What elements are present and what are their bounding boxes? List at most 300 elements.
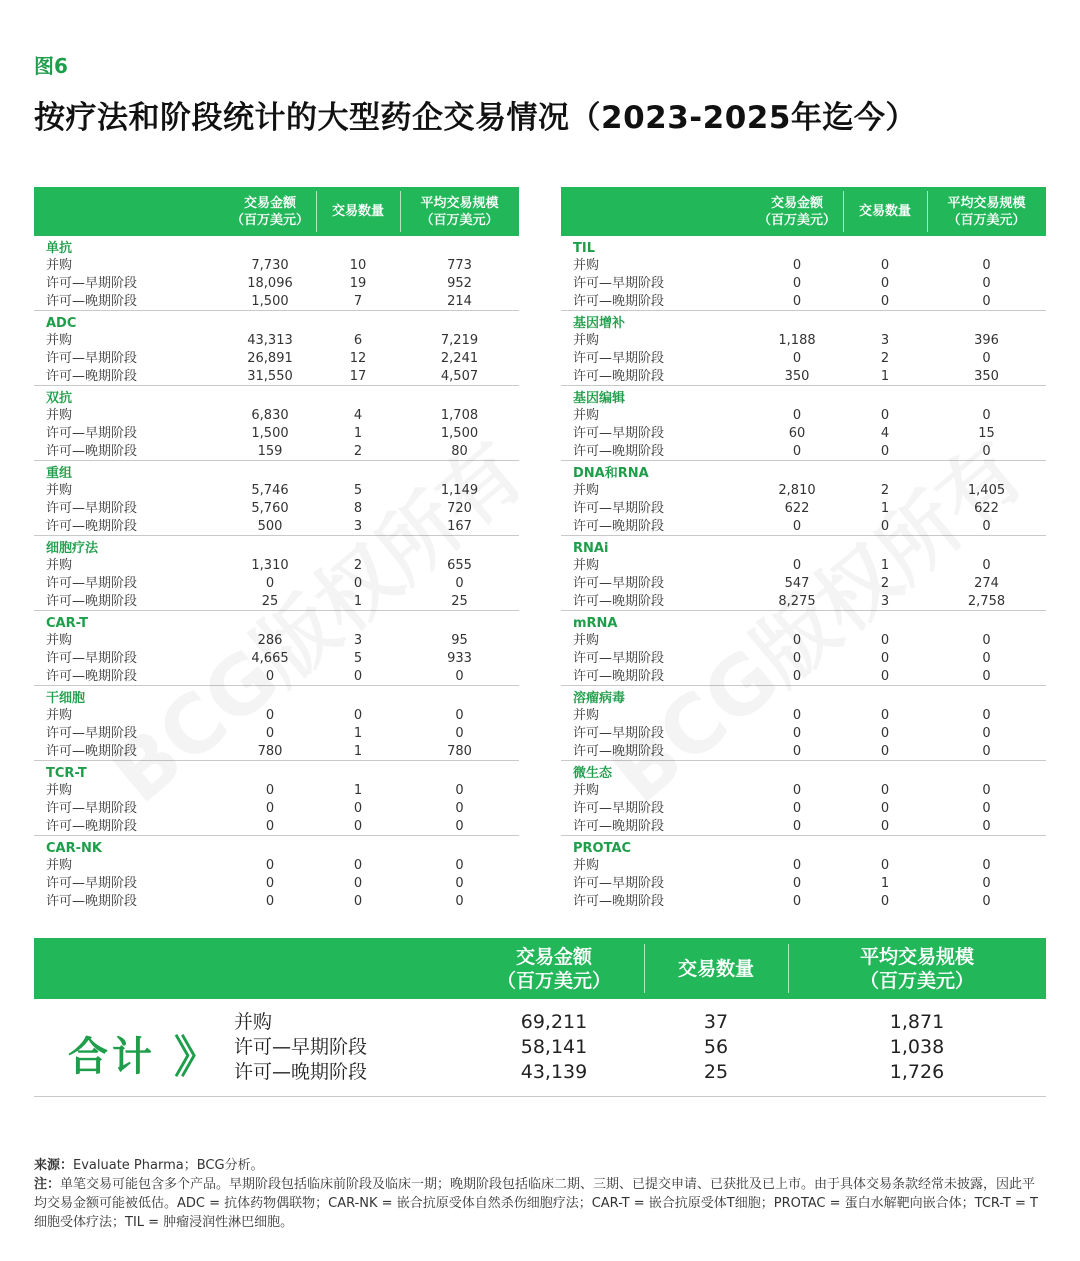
table-row [34, 668, 519, 686]
col-header-count: 交易数量 [858, 204, 911, 219]
cell-amount: 0 [792, 894, 802, 909]
table-row [34, 782, 519, 800]
cell-amount: 500 [257, 519, 283, 534]
cell-count: 8 [353, 501, 363, 516]
cell-average: 0 [982, 858, 991, 873]
table-row [561, 743, 1046, 761]
row-label: 许可—早期阶段 [46, 276, 138, 291]
row-label: 许可—早期阶段 [46, 501, 138, 516]
therapy-group [34, 461, 519, 536]
cell-average: 167 [447, 519, 472, 534]
right-table [561, 187, 1046, 911]
therapy-group [561, 386, 1046, 461]
cell-average: 773 [447, 258, 472, 273]
table-row [561, 407, 1046, 425]
cell-average: 0 [455, 726, 464, 741]
therapy-group [34, 311, 519, 386]
table-row [34, 332, 519, 350]
cell-average: 274 [974, 576, 999, 591]
therapy-group [561, 686, 1046, 761]
cell-average: 80 [451, 444, 468, 459]
therapy-name: 单抗 [46, 241, 73, 256]
footnotes [34, 1156, 1048, 1232]
row-label: 并购 [46, 858, 73, 873]
cell-count: 0 [880, 408, 890, 423]
cell-count: 0 [880, 744, 890, 759]
total-table [34, 938, 1046, 1097]
cell-count: 2 [880, 351, 890, 366]
row-label: 许可—早期阶段 [573, 651, 665, 666]
table-row [561, 482, 1046, 500]
cell-count: 2 [353, 444, 363, 459]
row-label: 许可—晚期阶段 [46, 594, 138, 609]
cell-count: 0 [880, 819, 890, 834]
row-label: 并购 [573, 558, 600, 573]
row-label: 许可—晚期阶段 [573, 669, 665, 684]
table-row [561, 632, 1046, 650]
cell-amount: 350 [784, 369, 810, 384]
cell-amount: 0 [265, 576, 275, 591]
table-row [561, 857, 1046, 875]
cell-average: 214 [447, 294, 472, 309]
cell-amount: 5,760 [251, 501, 289, 516]
cell-average: 0 [982, 744, 991, 759]
therapy-name: mRNA [573, 616, 618, 631]
cell-amount: 0 [792, 294, 802, 309]
table-row [561, 557, 1046, 575]
cell-average: 0 [455, 819, 464, 834]
cell-average: 1,708 [440, 408, 479, 423]
total-row-mna [34, 1010, 1046, 1035]
total-amount: 58,141 [520, 1036, 588, 1058]
table-row [34, 425, 519, 443]
cell-average: 0 [982, 519, 991, 534]
cell-average: 0 [982, 294, 991, 309]
cell-count: 10 [349, 258, 367, 273]
table-row [561, 293, 1046, 311]
cell-average: 0 [982, 351, 991, 366]
cell-count: 0 [880, 294, 890, 309]
table-row [34, 350, 519, 368]
cell-amount: 1,188 [778, 333, 816, 348]
table-row [34, 443, 519, 461]
table-row [34, 557, 519, 575]
table-row [34, 275, 519, 293]
therapy-name: 重组 [46, 466, 73, 481]
therapy-name: 基因增补 [573, 316, 626, 331]
table-row [561, 368, 1046, 386]
cell-amount: 1,500 [251, 294, 289, 309]
therapy-group [34, 836, 519, 911]
cell-amount: 0 [265, 801, 275, 816]
row-label: 许可—早期阶段 [46, 651, 138, 666]
cell-average: 2,241 [440, 351, 479, 366]
table-row [561, 782, 1046, 800]
cell-amount: 8,275 [778, 594, 816, 609]
cell-count: 2 [353, 558, 363, 573]
cell-amount: 547 [784, 576, 810, 591]
cell-amount: 6,830 [251, 408, 289, 423]
cell-amount: 0 [792, 876, 802, 891]
cell-average: 0 [982, 819, 991, 834]
cell-count: 1 [353, 783, 363, 798]
row-label: 许可—早期阶段 [46, 351, 138, 366]
total-amount: 69,211 [520, 1011, 588, 1033]
row-label: 许可—晚期阶段 [573, 444, 665, 459]
row-label: 许可—晚期阶段 [573, 744, 665, 759]
cell-amount: 0 [792, 444, 802, 459]
cell-amount: 18,096 [247, 276, 293, 291]
cell-count: 0 [880, 783, 890, 798]
col-header-count: 交易数量 [331, 204, 384, 219]
therapy-name: 干细胞 [46, 691, 86, 706]
table-row [561, 443, 1046, 461]
therapy-name: RNAi [573, 541, 609, 556]
table-row [561, 818, 1046, 836]
cell-amount: 31,550 [247, 369, 293, 384]
row-label: 许可—晚期阶段 [573, 294, 665, 309]
col-header-average: 平均交易规模 （百万美元） [420, 195, 499, 228]
cell-amount: 159 [257, 444, 283, 459]
cell-amount: 0 [792, 744, 802, 759]
table-row [34, 500, 519, 518]
row-label: 并购 [573, 858, 600, 873]
cell-amount: 0 [792, 351, 802, 366]
table-row [34, 893, 519, 911]
cell-average: 0 [982, 669, 991, 684]
cell-average: 0 [455, 876, 464, 891]
cell-amount: 1,310 [251, 558, 289, 573]
total-table-header [34, 938, 1046, 999]
table-row [561, 875, 1046, 893]
row-label: 并购 [234, 1011, 273, 1033]
cell-count: 1 [880, 558, 890, 573]
cell-amount: 0 [792, 276, 802, 291]
figure-label: 图6 [34, 54, 68, 78]
cell-count: 3 [880, 594, 890, 609]
cell-average: 95 [451, 633, 468, 648]
row-label: 许可—早期阶段 [46, 726, 138, 741]
cell-average: 952 [447, 276, 472, 291]
cell-count: 2 [880, 576, 890, 591]
row-label: 许可—早期阶段 [573, 801, 665, 816]
cell-amount: 0 [265, 708, 275, 723]
cell-amount: 0 [792, 633, 802, 648]
therapy-name: CAR-NK [46, 841, 102, 856]
cell-amount: 4,665 [251, 651, 289, 666]
cell-average: 1,149 [440, 483, 479, 498]
row-label: 并购 [46, 258, 73, 273]
cell-average: 720 [447, 501, 472, 516]
cell-average: 0 [982, 876, 991, 891]
cell-count: 0 [880, 444, 890, 459]
cell-amount: 0 [792, 858, 802, 873]
cell-average: 933 [447, 651, 472, 666]
left-table [34, 187, 519, 911]
cell-count: 0 [353, 876, 363, 891]
cell-amount: 60 [788, 426, 806, 441]
cell-amount: 0 [265, 876, 275, 891]
cell-amount: 0 [792, 519, 802, 534]
cell-amount: 0 [792, 258, 802, 273]
table-row [34, 800, 519, 818]
cell-amount: 43,313 [247, 333, 293, 348]
cell-average: 655 [447, 558, 472, 573]
cell-count: 0 [353, 894, 363, 909]
cell-average: 0 [982, 633, 991, 648]
table-row [561, 425, 1046, 443]
cell-count: 3 [353, 519, 363, 534]
cell-amount: 780 [257, 744, 283, 759]
cell-average: 0 [455, 894, 464, 909]
table-row [561, 350, 1046, 368]
cell-average: 780 [447, 744, 472, 759]
cell-average: 0 [982, 801, 991, 816]
table-row [34, 407, 519, 425]
cell-amount: 0 [792, 783, 802, 798]
cell-average: 0 [982, 651, 991, 666]
table-row [561, 593, 1046, 611]
table-row [34, 368, 519, 386]
therapy-name: TCR-T [46, 766, 87, 781]
cell-count: 5 [353, 483, 363, 498]
cell-average: 0 [982, 276, 991, 291]
therapy-group [34, 761, 519, 836]
therapy-group [561, 311, 1046, 386]
cell-amount: 26,891 [247, 351, 293, 366]
row-label: 许可—晚期阶段 [46, 294, 138, 309]
cell-count: 0 [880, 651, 890, 666]
total-col-header-average: 平均交易规模 （百万美元） [859, 945, 974, 992]
cell-average: 0 [982, 258, 991, 273]
right-groups [561, 236, 1046, 911]
cell-average: 0 [982, 444, 991, 459]
total-average: 1,726 [889, 1061, 945, 1083]
therapy-name: 微生态 [573, 766, 613, 781]
cell-count: 3 [353, 633, 363, 648]
general-note: 注：单笔交易可能包含多个产品。早期阶段包括临床前阶段及临床一期；晚期阶段包括临床二期、三期、已提交申请、已获批及已上市。由于具体交易条款经常未披露，因此平均交易金额可能被低估。ADC = 抗体药物偶联物；CAR-NK = 嵌合抗原受体自然杀伤细胞疗法；CAR-T = 嵌合抗原受体T细胞；PROTAC = 蛋白水解靶向嵌合体；TCR-T = T细胞受体疗法；TIL = 肿瘤浸润性淋巴细胞。 [34, 1177, 1038, 1230]
table-row [34, 875, 519, 893]
cell-amount: 0 [792, 558, 802, 573]
row-label: 许可—晚期阶段 [573, 594, 665, 609]
page-title: 按疗法和阶段统计的大型药企交易情况（2023-2025年迄今） [34, 100, 917, 136]
row-label: 许可—早期阶段 [573, 276, 665, 291]
total-count: 25 [703, 1061, 729, 1083]
right-table-header [561, 187, 1046, 236]
cell-count: 0 [353, 708, 363, 723]
row-label: 许可—晚期阶段 [46, 669, 138, 684]
cell-amount: 0 [265, 726, 275, 741]
total-col-header-count: 交易数量 [677, 957, 754, 980]
table-row [34, 257, 519, 275]
table-row [34, 632, 519, 650]
row-label: 许可—早期阶段 [46, 876, 138, 891]
table-row [34, 707, 519, 725]
col-header-amount: 交易金额 （百万美元） [757, 195, 836, 228]
cell-average: 4,507 [440, 369, 479, 384]
cell-count: 17 [349, 369, 367, 384]
source-note: 来源：Evaluate Pharma；BCG分析。 [34, 1158, 264, 1173]
table-row [561, 500, 1046, 518]
cell-average: 0 [455, 576, 464, 591]
total-amount: 43,139 [520, 1061, 588, 1083]
table-row [34, 725, 519, 743]
cell-average: 0 [455, 669, 464, 684]
row-label: 许可—晚期阶段 [46, 744, 138, 759]
cell-average: 0 [982, 783, 991, 798]
cell-average: 25 [451, 594, 468, 609]
cell-count: 0 [880, 894, 890, 909]
col-header-average: 平均交易规模 （百万美元） [947, 195, 1026, 228]
cell-amount: 0 [792, 708, 802, 723]
cell-count: 0 [880, 669, 890, 684]
cell-count: 0 [353, 801, 363, 816]
cell-average: 0 [455, 783, 464, 798]
table-row [561, 257, 1046, 275]
row-label: 许可—早期阶段 [573, 501, 665, 516]
cell-count: 1 [880, 876, 890, 891]
row-label: 许可—早期阶段 [46, 426, 138, 441]
therapy-name: 细胞疗法 [46, 541, 99, 556]
cell-count: 1 [353, 594, 363, 609]
cell-average: 0 [455, 708, 464, 723]
cell-count: 1 [353, 426, 363, 441]
total-average: 1,871 [889, 1011, 945, 1033]
cell-count: 0 [880, 276, 890, 291]
cell-count: 0 [880, 726, 890, 741]
row-label: 许可—早期阶段 [573, 351, 665, 366]
cell-amount: 0 [792, 669, 802, 684]
cell-amount: 1,500 [251, 426, 289, 441]
row-label: 许可—晚期阶段 [573, 369, 665, 384]
therapy-group [561, 536, 1046, 611]
table-row [561, 707, 1046, 725]
cell-amount: 0 [792, 651, 802, 666]
chevron-right-icon: 》 [174, 1032, 218, 1083]
cell-average: 0 [455, 858, 464, 873]
table-row [561, 800, 1046, 818]
cell-amount: 7,730 [251, 258, 289, 273]
cell-count: 1 [353, 726, 363, 741]
total-label: 合计 [68, 1034, 156, 1080]
row-label: 许可—晚期阶段 [46, 444, 138, 459]
therapy-name: PROTAC [573, 841, 632, 856]
row-label: 许可—晚期阶段 [573, 894, 665, 909]
therapy-group [561, 461, 1046, 536]
therapy-group [561, 761, 1046, 836]
cell-average: 0 [982, 558, 991, 573]
table-row [34, 818, 519, 836]
cell-amount: 0 [265, 669, 275, 684]
cell-average: 396 [974, 333, 999, 348]
cell-count: 0 [880, 708, 890, 723]
row-label: 并购 [573, 783, 600, 798]
table-row [561, 725, 1046, 743]
table-row [34, 650, 519, 668]
cell-amount: 5,746 [251, 483, 289, 498]
cell-amount: 0 [792, 819, 802, 834]
row-label: 并购 [46, 708, 73, 723]
cell-amount: 0 [265, 858, 275, 873]
total-row-license-early [34, 1035, 1046, 1060]
cell-count: 0 [353, 819, 363, 834]
table-row [561, 575, 1046, 593]
therapy-name: 基因编辑 [573, 391, 626, 406]
cell-average: 622 [974, 501, 999, 516]
row-label: 并购 [46, 783, 73, 798]
cell-count: 7 [353, 294, 363, 309]
cell-amount: 25 [261, 594, 279, 609]
cell-average: 1,405 [967, 483, 1006, 498]
cell-amount: 0 [265, 783, 275, 798]
cell-average: 350 [974, 369, 999, 384]
cell-count: 4 [880, 426, 890, 441]
total-table-body [34, 999, 1046, 1097]
cell-amount: 286 [257, 633, 283, 648]
cell-count: 1 [880, 501, 890, 516]
row-label: 许可—晚期阶段 [46, 369, 138, 384]
therapy-group [34, 686, 519, 761]
cell-count: 12 [349, 351, 367, 366]
cell-count: 5 [353, 651, 363, 666]
therapy-group [34, 236, 519, 311]
therapy-group [561, 611, 1046, 686]
row-label: 许可—晚期阶段 [46, 519, 138, 534]
cell-count: 0 [880, 519, 890, 534]
cell-count: 19 [349, 276, 367, 291]
cell-count: 3 [880, 333, 890, 348]
cell-amount: 0 [792, 726, 802, 741]
cell-amount: 0 [792, 801, 802, 816]
table-row [561, 518, 1046, 536]
cell-count: 0 [880, 633, 890, 648]
row-label: 许可—晚期阶段 [573, 819, 665, 834]
row-label: 并购 [573, 258, 600, 273]
total-row-license-late [34, 1060, 1046, 1085]
therapy-name: 双抗 [46, 391, 73, 406]
cell-average: 0 [455, 801, 464, 816]
table-row [561, 275, 1046, 293]
row-label: 并购 [46, 633, 73, 648]
therapy-name: 溶瘤病毒 [573, 691, 626, 706]
row-label: 许可—早期阶段 [234, 1036, 368, 1058]
cell-count: 2 [880, 483, 890, 498]
table-row [561, 668, 1046, 686]
table-row [34, 518, 519, 536]
therapy-name: TIL [573, 241, 595, 256]
row-label: 许可—早期阶段 [573, 876, 665, 891]
row-label: 并购 [573, 483, 600, 498]
left-table-header [34, 187, 519, 236]
table-row [34, 482, 519, 500]
cell-average: 0 [982, 894, 991, 909]
therapy-name: ADC [46, 316, 77, 331]
total-count: 56 [703, 1036, 729, 1058]
cell-amount: 0 [265, 894, 275, 909]
cell-count: 1 [880, 369, 890, 384]
cell-amount: 622 [784, 501, 810, 516]
cell-count: 0 [353, 858, 363, 873]
row-label: 许可—早期阶段 [573, 576, 665, 591]
row-label: 并购 [573, 333, 600, 348]
cell-average: 0 [982, 408, 991, 423]
cell-count: 0 [353, 669, 363, 684]
cell-average: 1,500 [440, 426, 479, 441]
cell-average: 0 [982, 726, 991, 741]
total-count: 37 [703, 1011, 729, 1033]
row-label: 并购 [573, 633, 600, 648]
row-label: 并购 [573, 708, 600, 723]
